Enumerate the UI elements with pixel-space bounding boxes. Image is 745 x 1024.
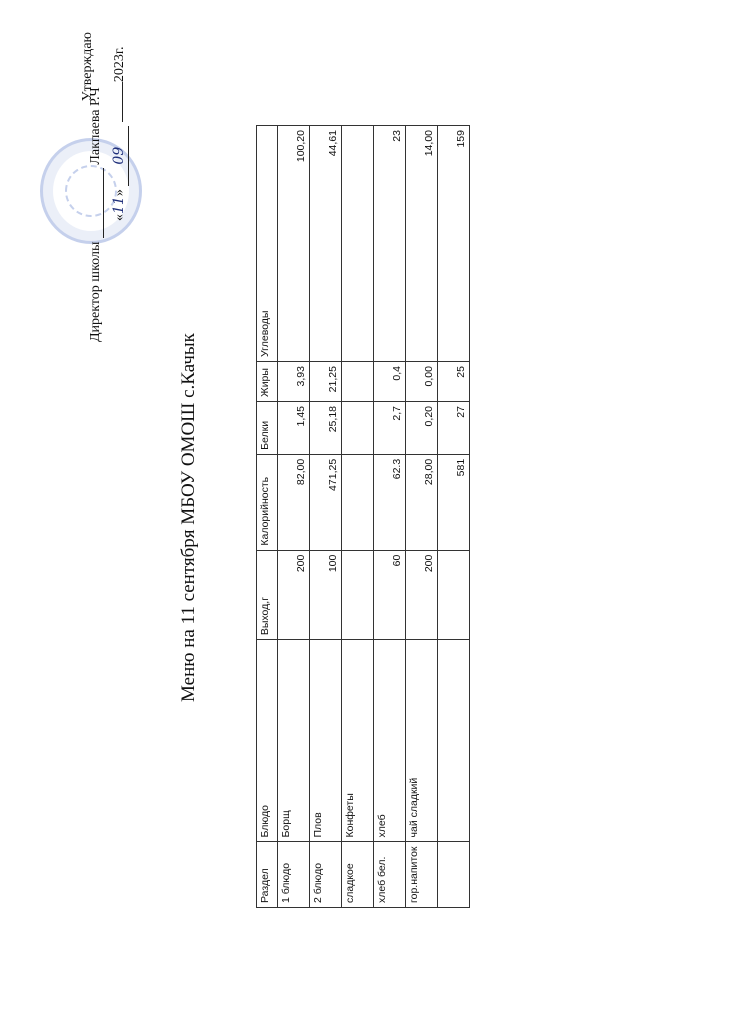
table-cell	[342, 454, 374, 550]
table-row	[342, 126, 374, 908]
table-row	[374, 126, 406, 908]
table-cell: 471,25	[310, 454, 342, 550]
table-header-cell: Белки	[257, 402, 278, 455]
table-cell: Конфеты	[342, 640, 374, 842]
table-cell	[438, 640, 470, 842]
signature-line	[89, 168, 104, 238]
page-title: Меню на 11 сентября МБОУ ОМОШ с.Качык	[178, 333, 199, 702]
table-cell: 82,00	[278, 454, 310, 550]
table-cell: 25	[438, 362, 470, 402]
table-cell: 21,25	[310, 362, 342, 402]
approver-line	[88, 12, 104, 342]
table-cell: 581	[438, 454, 470, 550]
table-cell	[438, 842, 470, 908]
table-header-cell: Выход,г	[257, 550, 278, 640]
director-label: Директор школы	[88, 241, 103, 342]
table-cell: 60	[374, 550, 406, 640]
table-header-cell: Блюдо	[257, 640, 278, 842]
table-cell: 100	[310, 550, 342, 640]
table-cell: 100,20	[278, 126, 310, 362]
table-cell: 27	[438, 402, 470, 455]
table-header-cell: Раздел	[257, 842, 278, 908]
table-row	[278, 126, 310, 908]
table-cell: 0,00	[406, 362, 438, 402]
table-cell: 2 блюдо	[310, 842, 342, 908]
table-cell	[342, 550, 374, 640]
table-cell: 1 блюдо	[278, 842, 310, 908]
table-header-cell: Углеводы	[257, 126, 278, 362]
date-month: 09	[111, 146, 127, 165]
table-cell: 200	[278, 550, 310, 640]
table-header-cell: Калорийность	[257, 454, 278, 550]
table-cell: 2,7	[374, 402, 406, 455]
date-day: 11	[111, 196, 127, 214]
table-cell: Плов	[310, 640, 342, 842]
table-row	[310, 126, 342, 908]
date-year: 2023г.	[112, 46, 127, 83]
table-cell: 3,93	[278, 362, 310, 402]
table-cell: 44,61	[310, 126, 342, 362]
table-cell: 1,45	[278, 402, 310, 455]
table-cell: хлеб бел.	[374, 842, 406, 908]
table-cell	[342, 126, 374, 362]
approval-label: Утверждаю	[80, 32, 95, 102]
table-cell	[342, 362, 374, 402]
table-cell: 62.3	[374, 454, 406, 550]
table-cell: 0,4	[374, 362, 406, 402]
table-cell: гор.напиток	[406, 842, 438, 908]
table-cell	[438, 550, 470, 640]
table-header-cell: Жиры	[257, 362, 278, 402]
table-row	[438, 126, 470, 908]
table-header-row	[257, 126, 278, 908]
menu-table	[256, 125, 470, 908]
table-cell: 200	[406, 550, 438, 640]
director-name: Лакпаева Р.Ч	[88, 87, 103, 165]
table-cell: сладкое	[342, 842, 374, 908]
table-cell: 23	[374, 126, 406, 362]
table-cell	[342, 402, 374, 455]
table-cell: Борщ	[278, 640, 310, 842]
table-cell: 25,18	[310, 402, 342, 455]
table-cell: 159	[438, 126, 470, 362]
table-cell: 28,00	[406, 454, 438, 550]
approval-date: «11» 09 2023г.	[111, 46, 127, 221]
table-cell: 14,00	[406, 126, 438, 362]
table-row	[406, 126, 438, 908]
table-cell: хлеб	[374, 640, 406, 842]
table-cell: 0,20	[406, 402, 438, 455]
table-cell: чай сладкий	[406, 640, 438, 842]
